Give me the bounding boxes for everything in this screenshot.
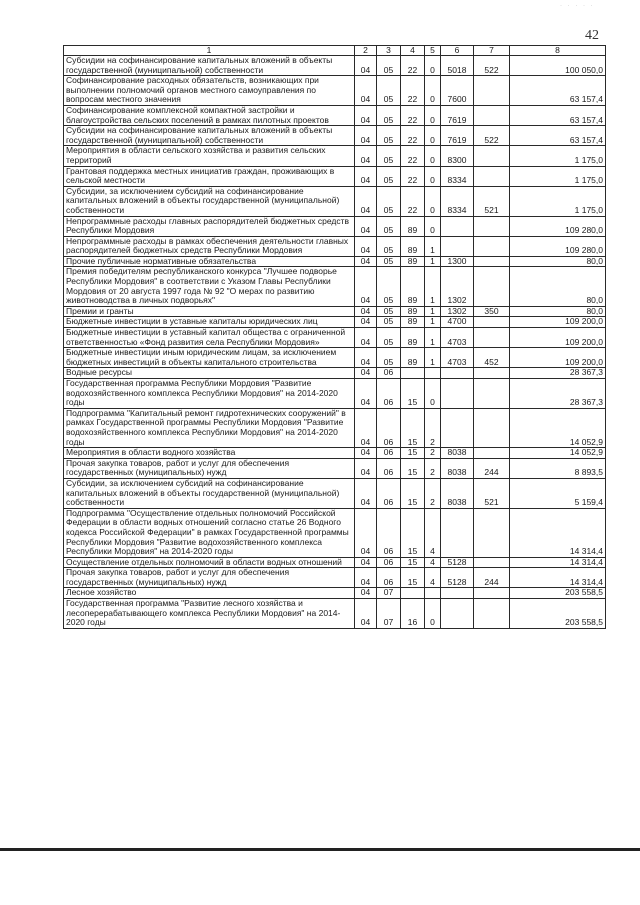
row-code-cell: 22 [401,76,425,106]
row-code-cell: 22 [401,146,425,166]
row-code-cell [441,236,474,256]
row-code-cell [474,267,510,306]
row-code-cell [441,508,474,557]
table-row [64,408,606,447]
row-name-cell: Бюджетные инвестиции в уставные капиталы юридических лиц [64,317,355,328]
row-code-cell: 16 [401,599,425,629]
row-code-cell: 0 [425,76,441,106]
row-name-cell: Подпрограмма "Осуществление отдельных полномочий Российской Федерации в области водных отношений согласно статье 26 Водного кодекса Российской Федерации" в рамках Государственной программы Республики Мордовия "Развитие водохозяйственного комплекса Республики Мордовия" на 2014-2020 годы [64,508,355,557]
row-code-cell: 4 [425,568,441,588]
row-code-cell: 0 [425,166,441,186]
row-code-cell: 522 [474,126,510,146]
row-code-cell [474,599,510,629]
header-cell-4: 4 [401,46,425,56]
row-code-cell: 04 [355,166,377,186]
row-code-cell: 89 [401,216,425,236]
row-amount-cell: 1 175,0 [510,146,606,166]
row-code-cell [474,328,510,348]
row-amount-cell: 8 893,5 [510,458,606,478]
row-amount-cell: 203 558,5 [510,588,606,599]
row-code-cell: 8334 [441,186,474,216]
row-code-cell: 06 [377,368,401,379]
row-code-cell: 07 [377,588,401,599]
row-code-cell: 0 [425,146,441,166]
row-code-cell: 1 [425,236,441,256]
header-cell-2: 2 [355,46,377,56]
row-code-cell: 04 [355,236,377,256]
row-code-cell: 0 [425,379,441,409]
row-code-cell [441,408,474,447]
scan-corner-mark: · · · · · [560,3,595,9]
row-code-cell [441,588,474,599]
row-name-cell: Лесное хозяйство [64,588,355,599]
row-code-cell: 8038 [441,458,474,478]
row-code-cell: 22 [401,105,425,125]
row-code-cell: 89 [401,317,425,328]
row-code-cell: 22 [401,126,425,146]
row-code-cell: 1302 [441,267,474,306]
row-name-cell: Субсидии на софинансирование капитальных вложений в объекты государственной (муниципальной) собственности [64,126,355,146]
table-row [64,458,606,478]
row-name-cell: Осуществление отдельных полномочий в области водных отношений [64,557,355,568]
row-code-cell: 1 [425,267,441,306]
row-code-cell: 5018 [441,56,474,76]
row-code-cell: 8334 [441,166,474,186]
scan-bottom-rule [0,848,640,851]
header-cell-7: 7 [474,46,510,56]
row-code-cell: 7600 [441,76,474,106]
row-code-cell: 06 [377,557,401,568]
row-code-cell: 1 [425,306,441,317]
row-amount-cell: 63 157,4 [510,105,606,125]
row-code-cell: 8300 [441,146,474,166]
row-code-cell: 22 [401,56,425,76]
row-name-cell: Премия победителям республиканского конкурса "Лучшее подворье Республики Мордовия" в соответствии с Указом Главы Республики Мордовия от 20 августа 1997 года № 92 "О мерах по развитию животноводства в личных подворьях" [64,267,355,306]
row-amount-cell: 100 050,0 [510,56,606,76]
table-row [64,588,606,599]
row-code-cell [474,166,510,186]
table-row [64,186,606,216]
row-code-cell: 04 [355,186,377,216]
table-row [64,599,606,629]
row-code-cell: 04 [355,588,377,599]
row-code-cell: 05 [377,126,401,146]
row-name-cell: Подпрограмма "Капитальный ремонт гидротехнических сооружений" в рамках Государственной программы Республики Мордовия "Развитие водохозяйственного комплекса Республики Мордовия" на 2014-2020 годы [64,408,355,447]
row-code-cell: 05 [377,267,401,306]
row-name-cell: Софинансирование расходных обязательств, возникающих при выполнении полномочий органов местного самоуправления по вопросам местного значения [64,76,355,106]
row-code-cell [425,588,441,599]
row-code-cell [474,105,510,125]
row-amount-cell: 28 367,3 [510,379,606,409]
table-row [64,306,606,317]
table-row [64,146,606,166]
row-code-cell: 2 [425,458,441,478]
row-code-cell: 04 [355,557,377,568]
table-row [64,348,606,368]
row-code-cell [474,256,510,267]
row-code-cell: 22 [401,186,425,216]
table-row [64,478,606,508]
row-amount-cell: 109 280,0 [510,216,606,236]
row-name-cell: Грантовая поддержка местных инициатив граждан, проживающих в сельской местности [64,166,355,186]
row-amount-cell: 109 200,0 [510,348,606,368]
row-amount-cell: 109 200,0 [510,328,606,348]
row-name-cell: Мероприятия в области сельского хозяйства и развития сельских территорий [64,146,355,166]
row-code-cell: 89 [401,267,425,306]
row-code-cell: 04 [355,56,377,76]
row-code-cell: 05 [377,328,401,348]
row-code-cell [474,557,510,568]
row-code-cell: 04 [355,368,377,379]
row-code-cell: 04 [355,379,377,409]
row-name-cell: Бюджетные инвестиции иным юридическим лицам, за исключением бюджетных инвестиций в объекты капитального строительства [64,348,355,368]
row-amount-cell: 14 314,4 [510,568,606,588]
table-row [64,105,606,125]
row-code-cell: 05 [377,166,401,186]
row-code-cell: 0 [425,599,441,629]
table-row [64,236,606,256]
row-code-cell [474,408,510,447]
row-code-cell: 06 [377,448,401,459]
table-row [64,56,606,76]
row-code-cell: 05 [377,105,401,125]
table-row [64,328,606,348]
row-code-cell: 1300 [441,256,474,267]
row-amount-cell: 203 558,5 [510,599,606,629]
row-code-cell [474,146,510,166]
row-code-cell: 04 [355,105,377,125]
row-code-cell: 8038 [441,448,474,459]
row-code-cell [474,379,510,409]
table-row [64,216,606,236]
page-number: 42 [585,28,599,43]
row-code-cell: 04 [355,267,377,306]
row-code-cell: 04 [355,458,377,478]
row-code-cell [441,368,474,379]
row-amount-cell: 28 367,3 [510,368,606,379]
row-code-cell: 06 [377,478,401,508]
row-amount-cell: 63 157,4 [510,126,606,146]
row-code-cell: 05 [377,56,401,76]
row-name-cell: Субсидии, за исключением субсидий на софинансирование капитальных вложений в объекты государственной (муниципальной) собственности [64,186,355,216]
row-name-cell: Субсидии на софинансирование капитальных вложений в объекты государственной (муниципальной) собственности [64,56,355,76]
row-name-cell: Прочая закупка товаров, работ и услуг для обеспечения государственных (муниципальных) нужд [64,568,355,588]
row-code-cell: 15 [401,458,425,478]
header-cell-6: 6 [441,46,474,56]
row-amount-cell: 14 052,9 [510,408,606,447]
row-code-cell: 4700 [441,317,474,328]
table-row [64,368,606,379]
row-code-cell [474,216,510,236]
row-code-cell: 89 [401,328,425,348]
table-row [64,568,606,588]
row-code-cell: 15 [401,557,425,568]
row-name-cell: Софинансирование комплексной компактной застройки и благоустройства сельских поселений в рамках пилотных проектов [64,105,355,125]
row-code-cell: 521 [474,478,510,508]
row-code-cell: 15 [401,379,425,409]
row-name-cell: Премии и гранты [64,306,355,317]
row-code-cell [474,76,510,106]
row-code-cell: 05 [377,236,401,256]
row-name-cell: Мероприятия в области водного хозяйства [64,448,355,459]
row-code-cell: 06 [377,508,401,557]
table-row [64,166,606,186]
row-code-cell: 04 [355,348,377,368]
row-code-cell: 06 [377,568,401,588]
row-code-cell: 04 [355,76,377,106]
row-code-cell: 05 [377,186,401,216]
row-code-cell: 04 [355,448,377,459]
row-code-cell: 04 [355,328,377,348]
row-code-cell: 2 [425,448,441,459]
row-code-cell: 8038 [441,478,474,508]
row-code-cell: 05 [377,76,401,106]
table-row [64,126,606,146]
row-amount-cell: 14 052,9 [510,448,606,459]
row-code-cell [441,216,474,236]
row-code-cell: 05 [377,146,401,166]
header-row [64,46,606,56]
row-code-cell: 04 [355,256,377,267]
row-code-cell: 244 [474,458,510,478]
row-code-cell: 1 [425,256,441,267]
row-amount-cell: 63 157,4 [510,76,606,106]
row-amount-cell: 80,0 [510,256,606,267]
row-name-cell: Государственная программа Республики Мордовия "Развитие водохозяйственного комплекса Республики Мордовия" на 2014-2020 годы [64,379,355,409]
row-amount-cell: 1 175,0 [510,166,606,186]
row-code-cell [474,508,510,557]
row-code-cell: 0 [425,126,441,146]
row-code-cell: 5128 [441,568,474,588]
row-code-cell: 4703 [441,328,474,348]
row-code-cell: 04 [355,216,377,236]
row-code-cell: 06 [377,379,401,409]
row-code-cell [401,588,425,599]
row-code-cell: 89 [401,256,425,267]
row-code-cell: 1302 [441,306,474,317]
row-code-cell: 89 [401,306,425,317]
row-code-cell [441,599,474,629]
row-code-cell: 1 [425,348,441,368]
row-code-cell: 89 [401,236,425,256]
table-row [64,317,606,328]
row-amount-cell: 109 200,0 [510,317,606,328]
row-code-cell: 521 [474,186,510,216]
row-code-cell: 2 [425,478,441,508]
header-cell-1: 1 [64,46,355,56]
row-name-cell: Прочие публичные нормативные обязательства [64,256,355,267]
row-code-cell: 244 [474,568,510,588]
row-code-cell [441,379,474,409]
row-code-cell: 05 [377,317,401,328]
row-code-cell: 05 [377,216,401,236]
row-code-cell: 04 [355,317,377,328]
table-row [64,448,606,459]
row-code-cell [474,368,510,379]
row-code-cell: 15 [401,568,425,588]
row-code-cell: 15 [401,408,425,447]
row-amount-cell: 5 159,4 [510,478,606,508]
row-code-cell: 04 [355,126,377,146]
row-name-cell: Бюджетные инвестиции в уставный капитал общества с ограниченной ответственностью «Фонд развития села Республики Мордовия» [64,328,355,348]
row-amount-cell: 109 280,0 [510,236,606,256]
table-row [64,557,606,568]
row-code-cell: 2 [425,408,441,447]
row-code-cell: 0 [425,56,441,76]
row-name-cell: Государственная программа "Развитие лесного хозяйства и лесоперерабатывающего комплекса Республики Мордовия" на 2014-2020 годы [64,599,355,629]
row-amount-cell: 80,0 [510,306,606,317]
row-code-cell: 350 [474,306,510,317]
row-code-cell: 0 [425,105,441,125]
budget-table [63,45,606,629]
table-row [64,256,606,267]
header-cell-3: 3 [377,46,401,56]
row-amount-cell: 1 175,0 [510,186,606,216]
row-code-cell: 05 [377,256,401,267]
row-code-cell: 06 [377,408,401,447]
table-row [64,267,606,306]
row-code-cell [474,448,510,459]
table-body [64,56,606,629]
row-code-cell [401,368,425,379]
row-name-cell: Непрограммные расходы главных распорядителей бюджетных средств Республики Мордовия [64,216,355,236]
row-name-cell: Субсидии, за исключением субсидий на софинансирование капитальных вложений в объекты государственной (муниципальной) собственности [64,478,355,508]
row-code-cell: 04 [355,478,377,508]
row-code-cell: 1 [425,317,441,328]
row-code-cell: 7619 [441,105,474,125]
row-code-cell [474,236,510,256]
row-code-cell: 06 [377,458,401,478]
header-cell-5: 5 [425,46,441,56]
row-code-cell [474,317,510,328]
row-code-cell: 15 [401,448,425,459]
row-code-cell: 07 [377,599,401,629]
row-code-cell: 0 [425,216,441,236]
row-code-cell: 05 [377,306,401,317]
row-code-cell: 22 [401,166,425,186]
row-name-cell: Непрограммные расходы в рамках обеспечения деятельности главных распорядителей бюджетных средств Республики Мордовия [64,236,355,256]
row-code-cell: 4 [425,508,441,557]
table-row [64,76,606,106]
row-code-cell: 89 [401,348,425,368]
row-code-cell: 04 [355,146,377,166]
row-code-cell: 5128 [441,557,474,568]
table-row [64,508,606,557]
row-code-cell: 452 [474,348,510,368]
row-code-cell [425,368,441,379]
row-code-cell: 4 [425,557,441,568]
row-code-cell: 04 [355,408,377,447]
row-code-cell: 04 [355,599,377,629]
row-code-cell: 0 [425,186,441,216]
row-code-cell: 04 [355,568,377,588]
row-code-cell: 05 [377,348,401,368]
row-name-cell: Водные ресурсы [64,368,355,379]
row-code-cell: 04 [355,508,377,557]
row-amount-cell: 80,0 [510,267,606,306]
row-amount-cell: 14 314,4 [510,508,606,557]
row-code-cell: 15 [401,508,425,557]
table-row [64,379,606,409]
row-name-cell: Прочая закупка товаров, работ и услуг для обеспечения государственных (муниципальных) нужд [64,458,355,478]
row-code-cell: 04 [355,306,377,317]
row-code-cell: 7619 [441,126,474,146]
row-code-cell [474,588,510,599]
row-code-cell: 15 [401,478,425,508]
header-cell-8: 8 [510,46,606,56]
row-code-cell: 4703 [441,348,474,368]
row-code-cell: 522 [474,56,510,76]
row-code-cell: 1 [425,328,441,348]
row-amount-cell: 14 314,4 [510,557,606,568]
